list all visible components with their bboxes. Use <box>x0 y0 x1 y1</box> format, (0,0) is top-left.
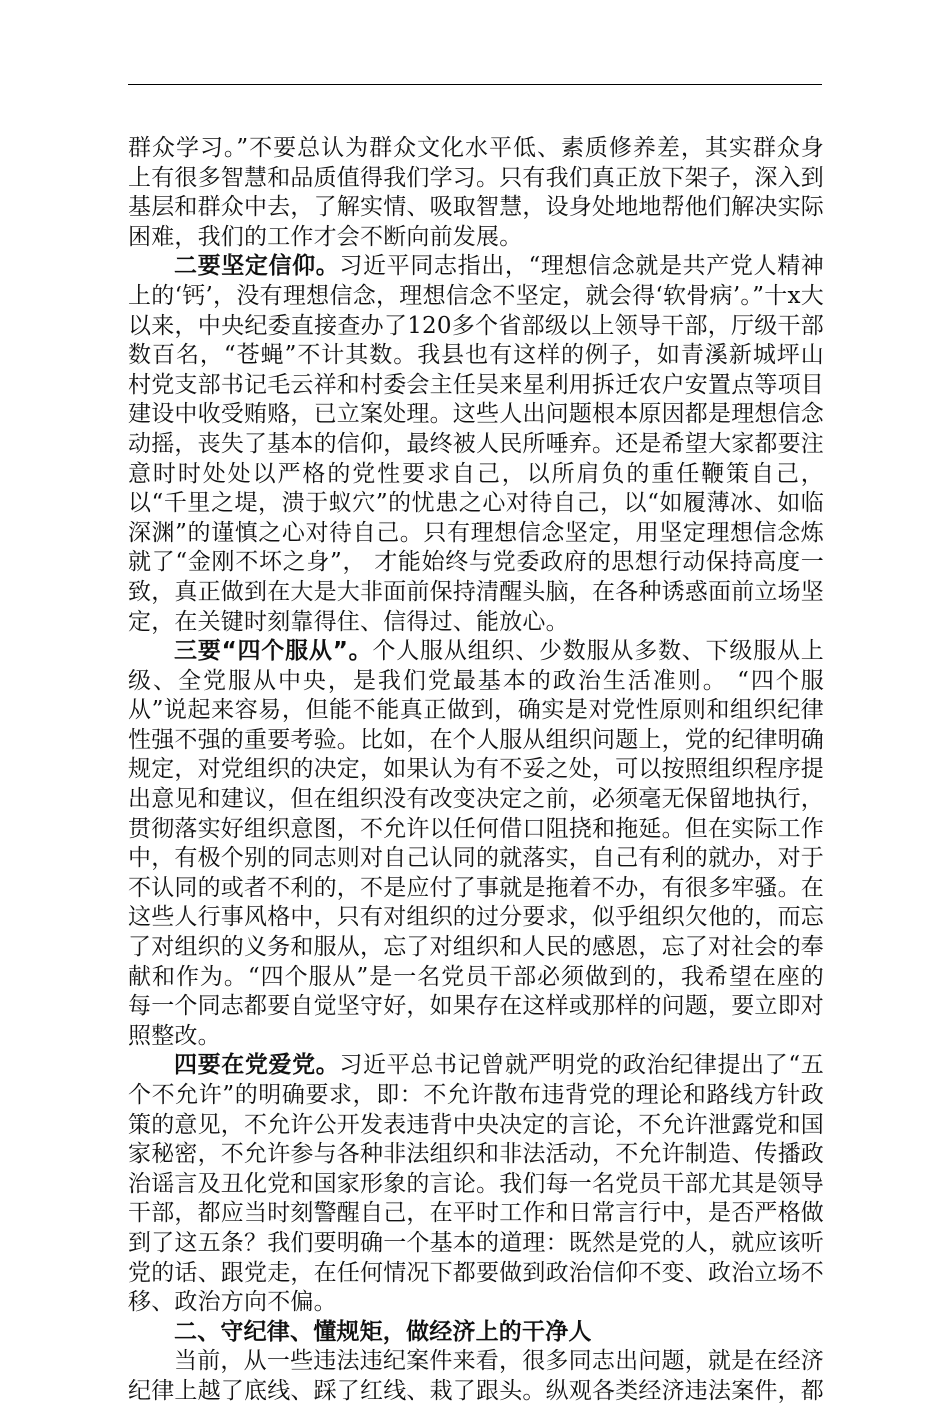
paragraph-text: 群众学习。”不要总认为群众文化水平低、素质修养差，其实群众身上有很多智慧和品质值得我们学习。只有我们真正放下架子，深入到基层和群众中去，了解实情、吸取智慧，设身处地地帮他们解决实际困难，我们的工作才会不断向前发展。 <box>128 135 824 250</box>
paragraph-lead: 四要在党爱党。 <box>174 1052 340 1079</box>
paragraph-text: 习近平同志指出，“理想信念就是共产党人精神上的‘钙’，没有理想信念，理想信念不坚定，就会得‘软骨病’。”十x大以来，中央纪委直接查办了120多个省部级以上领导干部，厅级干部数百名，“苍蝇”不计其数。我县也有这样的例子，如青溪新城坪山村党支部书记毛云祥和村委会主任吴来星利用拆迁农户安置点等项目建设中收受贿赂，已立案处理。这些人出问题根本原因都是理想信念动摇，丧失了基本的信仰，最终被人民所唾弃。还是希望大家都要注意时时处处以严格的党性要求自己，以所肩负的重任鞭策自己，以“千里之堤，溃于蚁穴”的忧患之心对待自己，以“如履薄冰、如临深渊”的谨慎之心对待自己。只有理想信念坚定，用坚定理想信念炼就了“金刚不坏之身”， 才能始终与党委政府的思想行动保持高度一致，真正做到在大是大非面前保持清醒头脑，在各种诱惑面前立场坚定，在关键时刻靠得住、信得过、能放心。 <box>128 253 824 635</box>
paragraph-firm-belief <box>128 252 824 637</box>
paragraph-love-party <box>128 1051 824 1317</box>
paragraph-text: 当前，从一些违法违纪案件来看，很多同志出问题，就是在经济纪律上越了底线、踩了红线、栽了跟头。纵观各类经济违法案件，都 <box>128 1348 824 1404</box>
paragraph-closing <box>128 1347 824 1406</box>
header-rule <box>128 84 822 85</box>
paragraph-text: 个人服从组织、少数服从多数、下级服从上级、全党服从中央，是我们党最基本的政治生活准则。 “四个服从”说起来容易，但能不能真正做到，确实是对党性原则和组织纪律性强不强的重要考验。比如，在个人服从组织问题上，党的纪律明确规定，对党组织的决定，如果认为有不妥之处，可以按照组织程序提出意见和建议，但在组织没有改变决定之前，必须毫无保留地执行，贯彻落实好组织意图，不允许以任何借口阻挠和拖延。但在实际工作中，有极个别的同志则对自己认同的就落实，自己有利的就办，对于不认同的或者不利的，不是应付了事就是拖着不办，有很多牢骚。在这些人行事风格中，只有对组织的过分要求，似乎组织欠他的，而忘了对组织的义务和服从，忘了对组织和人民的感恩，忘了对社会的奉献和作为。“四个服从”是一名党员干部必须做到的，我希望在座的每一个同志都要自觉坚守好，如果存在这样或那样的问题，要立即对照整改。 <box>128 638 824 1049</box>
paragraph-four-obediences <box>128 637 824 1051</box>
document-body <box>128 134 824 1407</box>
paragraph-text: 习近平总书记曾就严明党的政治纪律提出了“五个不允许”的明确要求，即：不允许散布违背党的理论和路线方针政策的意见，不允许公开发表违背中央决定的言论，不允许泄露党和国家秘密，不允许参与各种非法组织和非法活动，不允许制造、传播政治谣言及丑化党和国家形象的言论。我们每一名党员干部尤其是领导干部，都应当时刻警醒自己，在平时工作和日常言行中，是否严格做到了这五条？我们要明确一个基本的道理：既然是党的人，就应该听党的话、跟党走，在任何情况下都要做到政治信仰不变、政治立场不移、政治方向不偏。 <box>128 1052 824 1316</box>
paragraph-continued <box>128 134 824 252</box>
paragraph-lead: 三要“四个服从”。 <box>174 638 373 665</box>
section-heading: 二、守纪律、懂规矩，做经济上的干净人 <box>174 1318 592 1345</box>
paragraph-lead: 二要坚定信仰。 <box>174 253 340 280</box>
